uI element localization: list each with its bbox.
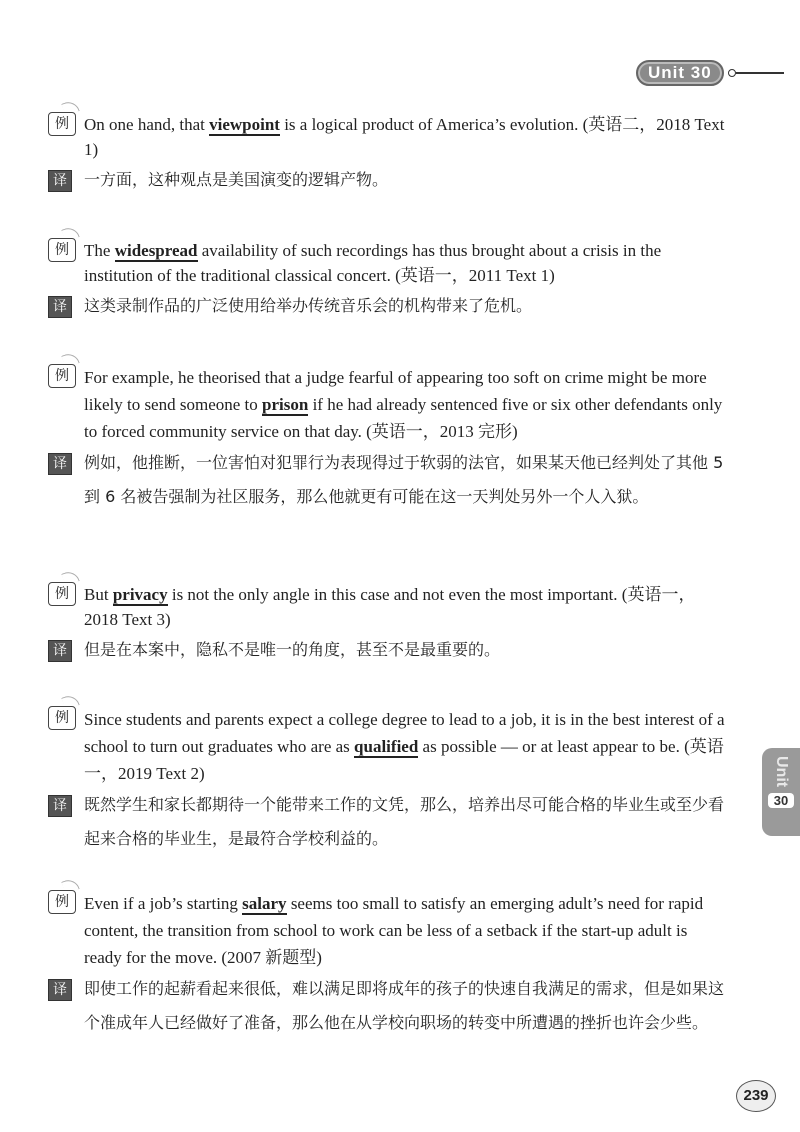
keyword: prison <box>262 395 309 414</box>
example-sentence: Even if a job’s starting salary seems too small to satisfy an emerging adult’s need for rapid content, the transition from school to work can be less of a setback if the start-up adult is ready for the move. (2007 新题型) <box>84 894 704 967</box>
translation-icon: 译 <box>48 453 72 475</box>
header-line-decoration <box>728 69 784 77</box>
unit-header <box>636 60 784 86</box>
keyword: qualified <box>354 737 419 756</box>
example-icon: 例 <box>48 364 76 388</box>
translation-icon: 译 <box>48 296 72 318</box>
keyword: salary <box>242 894 287 913</box>
unit-side-tab <box>762 748 800 836</box>
translation-text: 既然学生和家长都期待一个能带来工作的文凭，那么，培养出尽可能合格的毕业生或至少看起来合格的毕业生，是最符合学校利益的。 <box>84 795 725 848</box>
translation-text: 一方面，这种观点是美国演变的逻辑产物。 <box>84 170 389 189</box>
translation-text: 这类录制作品的广泛使用给举办传统音乐会的机构带来了危机。 <box>84 296 533 315</box>
example-entry <box>48 364 728 514</box>
example-sentence: Since students and parents expect a college degree to lead to a job, it is in the best interest of a school to turn out graduates who are as qualified as possible — or at least appear to be. (英语一，2019 Text 2) <box>84 710 725 783</box>
translation-icon: 译 <box>48 795 72 817</box>
example-icon: 例 <box>48 706 76 730</box>
keyword: viewpoint <box>209 115 280 134</box>
example-sentence: On one hand, that viewpoint is a logical product of America’s evolution. (英语二，2018 Text 1) <box>84 115 725 159</box>
example-entry <box>48 112 728 197</box>
keyword: widespread <box>114 241 198 260</box>
translation-icon: 译 <box>48 170 72 192</box>
example-entry <box>48 582 728 667</box>
translation-icon: 译 <box>48 640 72 662</box>
side-tab-word: Unit <box>773 756 790 788</box>
keyword: privacy <box>112 585 168 604</box>
example-icon: 例 <box>48 112 76 136</box>
example-sentence: The widespread availability of such recordings has thus brought about a crisis in the institution of the traditional classical concert. (英语一，2011 Text 1) <box>84 241 662 285</box>
example-icon: 例 <box>48 238 76 262</box>
translation-text: 但是在本案中，隐私不是唯一的角度，甚至不是最重要的。 <box>84 640 501 659</box>
translation-text: 例如，他推断，一位害怕对犯罪行为表现得过于软弱的法官，如果某天他已经判处了其他 5 到 6 名被告强制为社区服务，那么他就更有可能在这一天判处另外一个人入狱。 <box>84 453 724 506</box>
side-tab-number: 30 <box>768 793 794 808</box>
example-sentence: But privacy is not the only angle in this case and not even the most important. (英语一，2018 Text 3) <box>84 585 696 629</box>
example-icon: 例 <box>48 582 76 606</box>
translation-text: 即使工作的起薪看起来很低，难以满足即将成年的孩子的快速自我满足的需求，但是如果这个准成年人已经做好了准备，那么他在从学校向职场的转变中所遭遇的挫折也许会少些。 <box>84 979 725 1032</box>
example-sentence: For example, he theorised that a judge fearful of appearing too soft on crime might be more likely to send someone to prison if he had already sentenced five or six other defendants only to forced community service on that day. (英语一，2013 完形) <box>84 368 723 441</box>
example-entry <box>48 706 728 856</box>
translation-icon: 译 <box>48 979 72 1001</box>
example-entry <box>48 890 728 1040</box>
example-entry <box>48 238 728 323</box>
example-icon: 例 <box>48 890 76 914</box>
unit-label: Unit 30 <box>636 60 724 86</box>
page-number: 239 <box>736 1080 776 1112</box>
